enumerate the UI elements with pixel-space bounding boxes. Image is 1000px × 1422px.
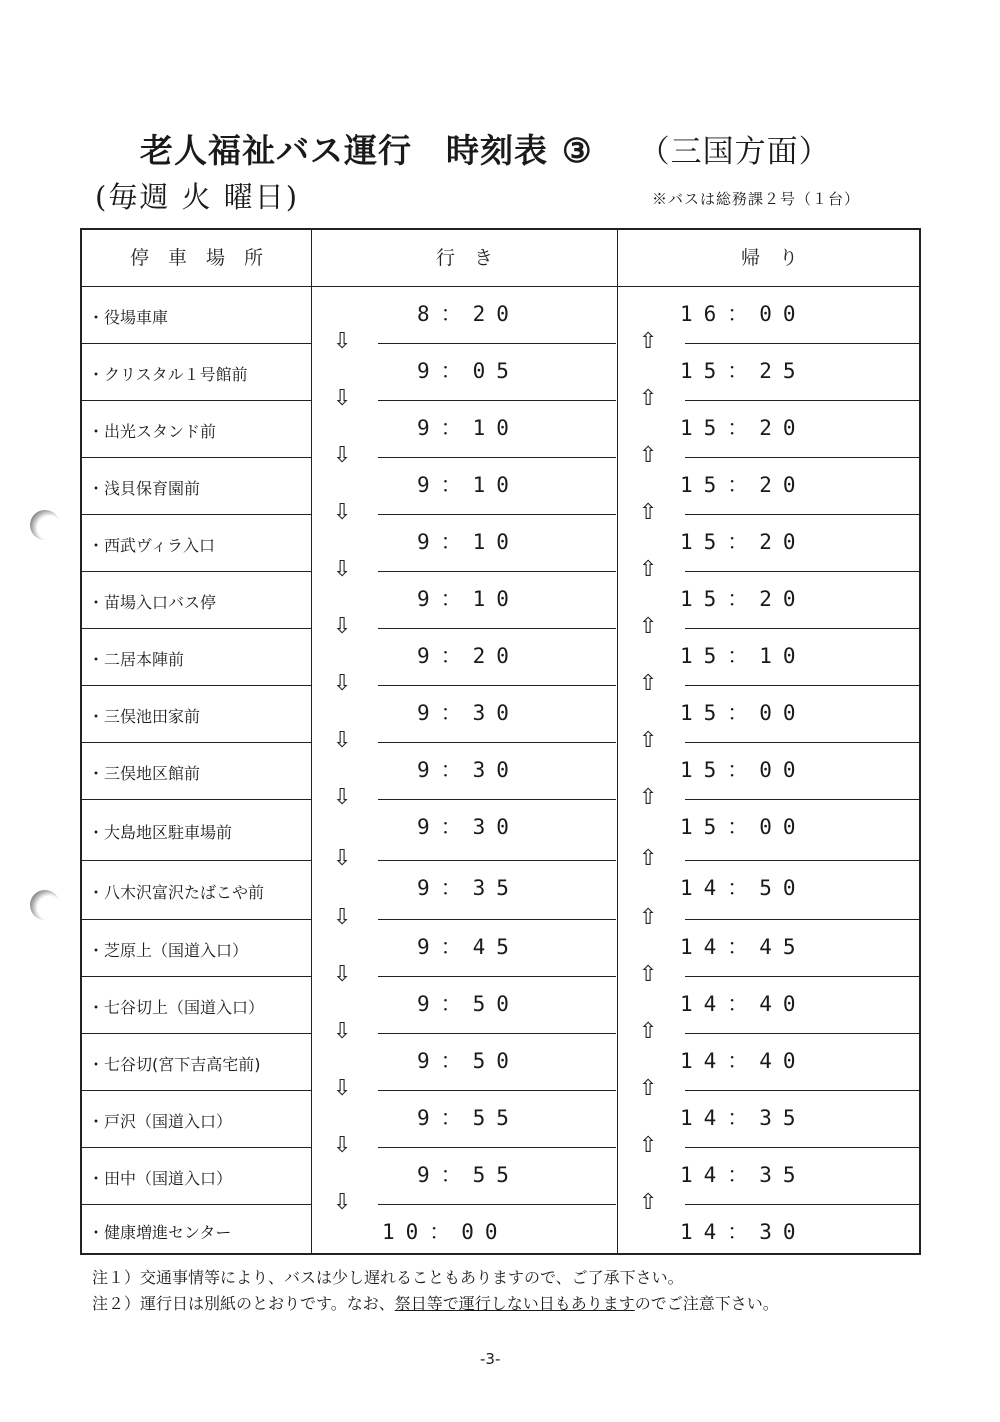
- outbound-segment-line: [378, 1090, 616, 1091]
- header-divider: [82, 286, 919, 287]
- outbound-segment-line: [378, 1033, 616, 1034]
- outbound-segment-line: [378, 628, 616, 629]
- down-arrow-icon: ⇩: [333, 557, 352, 582]
- direction-label: （三国方面）: [638, 134, 831, 170]
- down-arrow-icon: ⇩: [333, 846, 352, 871]
- up-arrow-icon: ⇧: [639, 671, 658, 696]
- return-time: 14：45: [680, 935, 807, 959]
- outbound-segment-line: [378, 514, 616, 515]
- punch-hole: [30, 510, 60, 540]
- note-1: 注１）交通事情等により、バスは少し遅れることもありますので、ご了承下さい。: [92, 1268, 684, 1287]
- timetable: [80, 228, 921, 1255]
- return-time: 15：00: [680, 815, 807, 839]
- outbound-time: 9：55: [417, 1163, 520, 1187]
- outbound-segment-line: [378, 919, 616, 920]
- up-arrow-icon: ⇧: [639, 962, 658, 987]
- return-segment-line: [685, 919, 921, 920]
- up-arrow-icon: ⇧: [639, 329, 658, 354]
- up-arrow-icon: ⇧: [639, 386, 658, 411]
- down-arrow-icon: ⇩: [333, 386, 352, 411]
- outbound-time: 9：10: [417, 416, 520, 440]
- down-arrow-icon: ⇩: [333, 500, 352, 525]
- outbound-time: 8：20: [417, 302, 520, 326]
- outbound-segment-line: [378, 1147, 616, 1148]
- return-segment-line: [685, 799, 921, 800]
- return-segment-line: [685, 1147, 921, 1148]
- return-segment-line: [685, 400, 921, 401]
- outbound-segment-line: [378, 1204, 616, 1205]
- return-time: 15：20: [680, 587, 807, 611]
- stop-name: ・役場車庫: [88, 307, 169, 327]
- stop-name: ・田中（国道入口）: [88, 1168, 233, 1188]
- outbound-time: 9：50: [417, 1049, 520, 1073]
- title-text: 老人福祉バス運行 時刻表: [140, 131, 548, 170]
- row-divider: [82, 400, 311, 401]
- outbound-time: 9：30: [417, 815, 520, 839]
- up-arrow-icon: ⇧: [639, 1076, 658, 1101]
- outbound-segment-line: [378, 799, 616, 800]
- down-arrow-icon: ⇩: [333, 614, 352, 639]
- return-time: 14：30: [680, 1220, 807, 1244]
- return-segment-line: [685, 571, 921, 572]
- row-divider: [82, 1033, 311, 1034]
- up-arrow-icon: ⇧: [639, 905, 658, 930]
- up-arrow-icon: ⇧: [639, 1190, 658, 1215]
- title-number: ③: [562, 131, 593, 170]
- outbound-segment-line: [378, 860, 616, 861]
- outbound-segment-line: [378, 343, 616, 344]
- stop-name: ・八木沢富沢たばこや前: [88, 882, 265, 902]
- row-divider: [82, 343, 311, 344]
- down-arrow-icon: ⇩: [333, 905, 352, 930]
- column-divider: [617, 230, 618, 1253]
- up-arrow-icon: ⇧: [639, 1133, 658, 1158]
- return-time: 14：50: [680, 876, 807, 900]
- outbound-segment-line: [378, 400, 616, 401]
- down-arrow-icon: ⇩: [333, 962, 352, 987]
- row-divider: [82, 571, 311, 572]
- return-time: 15：20: [680, 416, 807, 440]
- header-stop: 停 車 場 所: [129, 247, 263, 269]
- up-arrow-icon: ⇧: [639, 785, 658, 810]
- down-arrow-icon: ⇩: [333, 1076, 352, 1101]
- outbound-time: 10：00: [382, 1220, 509, 1244]
- row-divider: [82, 685, 311, 686]
- note-2-underlined: 祭日等で運行しない日もあります: [394, 1294, 635, 1313]
- stop-name: ・クリスタル１号館前: [88, 364, 248, 384]
- stop-name: ・大島地区駐車場前: [88, 822, 233, 842]
- outbound-time: 9：30: [417, 758, 520, 782]
- up-arrow-icon: ⇧: [639, 614, 658, 639]
- up-arrow-icon: ⇧: [639, 728, 658, 753]
- outbound-time: 9：55: [417, 1106, 520, 1130]
- down-arrow-icon: ⇩: [333, 329, 352, 354]
- note-2-end: のでご注意下さい。: [634, 1294, 779, 1313]
- return-time: 15：20: [680, 473, 807, 497]
- return-segment-line: [685, 976, 921, 977]
- stop-name: ・戸沢（国道入口）: [88, 1111, 233, 1131]
- page-title: [140, 125, 831, 172]
- row-divider: [82, 628, 311, 629]
- down-arrow-icon: ⇩: [333, 785, 352, 810]
- row-divider: [82, 860, 311, 861]
- outbound-segment-line: [378, 742, 616, 743]
- note-2-start: 注２）運行日は別紙のとおりです。なお、: [92, 1294, 395, 1313]
- stop-name: ・出光スタンド前: [88, 421, 217, 441]
- up-arrow-icon: ⇧: [639, 443, 658, 468]
- outbound-time: 9：10: [417, 530, 520, 554]
- column-divider: [311, 230, 312, 1253]
- down-arrow-icon: ⇩: [333, 728, 352, 753]
- return-time: 15：20: [680, 530, 807, 554]
- outbound-time: 9：50: [417, 992, 520, 1016]
- return-time: 14：35: [680, 1106, 807, 1130]
- down-arrow-icon: ⇩: [333, 1019, 352, 1044]
- return-segment-line: [685, 742, 921, 743]
- up-arrow-icon: ⇧: [639, 500, 658, 525]
- down-arrow-icon: ⇩: [333, 671, 352, 696]
- outbound-time: 9：20: [417, 644, 520, 668]
- down-arrow-icon: ⇩: [333, 443, 352, 468]
- row-divider: [82, 514, 311, 515]
- outbound-time: 9：05: [417, 359, 520, 383]
- up-arrow-icon: ⇧: [639, 1019, 658, 1044]
- stop-name: ・三俣池田家前: [88, 706, 201, 726]
- outbound-segment-line: [378, 976, 616, 977]
- notes: [92, 1265, 779, 1317]
- row-divider: [82, 799, 311, 800]
- return-segment-line: [685, 1090, 921, 1091]
- outbound-time: 9：45: [417, 935, 520, 959]
- return-time: 15：25: [680, 359, 807, 383]
- stop-name: ・浅貝保育園前: [88, 478, 201, 498]
- row-divider: [82, 976, 311, 977]
- outbound-segment-line: [378, 685, 616, 686]
- down-arrow-icon: ⇩: [333, 1190, 352, 1215]
- row-divider: [82, 919, 311, 920]
- return-segment-line: [685, 1204, 921, 1205]
- up-arrow-icon: ⇧: [639, 846, 658, 871]
- outbound-time: 9：35: [417, 876, 520, 900]
- return-time: 15：00: [680, 701, 807, 725]
- row-divider: [82, 1147, 311, 1148]
- stop-name: ・苗場入口バス停: [88, 592, 217, 612]
- return-segment-line: [685, 1033, 921, 1034]
- stop-name: ・七谷切上（国道入口）: [88, 997, 265, 1017]
- outbound-time: 9：10: [417, 473, 520, 497]
- header-outbound: 行 き: [435, 247, 493, 269]
- note-2: [92, 1291, 779, 1317]
- schedule-day: (毎週 火 曜日): [95, 180, 300, 214]
- bus-note: ※バスは総務課２号（１台）: [652, 190, 861, 208]
- stop-name: ・七谷切(宮下吉高宅前): [88, 1054, 261, 1074]
- return-segment-line: [685, 628, 921, 629]
- punch-hole: [30, 890, 60, 920]
- return-segment-line: [685, 860, 921, 861]
- outbound-segment-line: [378, 571, 616, 572]
- stop-name: ・三俣地区館前: [88, 763, 201, 783]
- stop-name: ・西武ヴィラ入口: [88, 535, 216, 555]
- outbound-time: 9：10: [417, 587, 520, 611]
- page-number: -3-: [480, 1350, 501, 1368]
- stop-name: ・二居本陣前: [88, 649, 185, 669]
- return-time: 14：35: [680, 1163, 807, 1187]
- return-time: 14：40: [680, 1049, 807, 1073]
- return-segment-line: [685, 685, 921, 686]
- stop-name: ・健康増進センター: [88, 1222, 232, 1242]
- header-return: 帰 り: [740, 247, 798, 269]
- return-time: 14：40: [680, 992, 807, 1016]
- return-segment-line: [685, 514, 921, 515]
- row-divider: [82, 1090, 311, 1091]
- row-divider: [82, 1204, 311, 1205]
- row-divider: [82, 457, 311, 458]
- up-arrow-icon: ⇧: [639, 557, 658, 582]
- stop-name: ・芝原上（国道入口）: [88, 940, 249, 960]
- row-divider: [82, 742, 311, 743]
- return-time: 15：10: [680, 644, 807, 668]
- outbound-time: 9：30: [417, 701, 520, 725]
- down-arrow-icon: ⇩: [333, 1133, 352, 1158]
- outbound-segment-line: [378, 457, 616, 458]
- return-segment-line: [685, 343, 921, 344]
- return-time: 15：00: [680, 758, 807, 782]
- return-time: 16：00: [680, 302, 807, 326]
- return-segment-line: [685, 457, 921, 458]
